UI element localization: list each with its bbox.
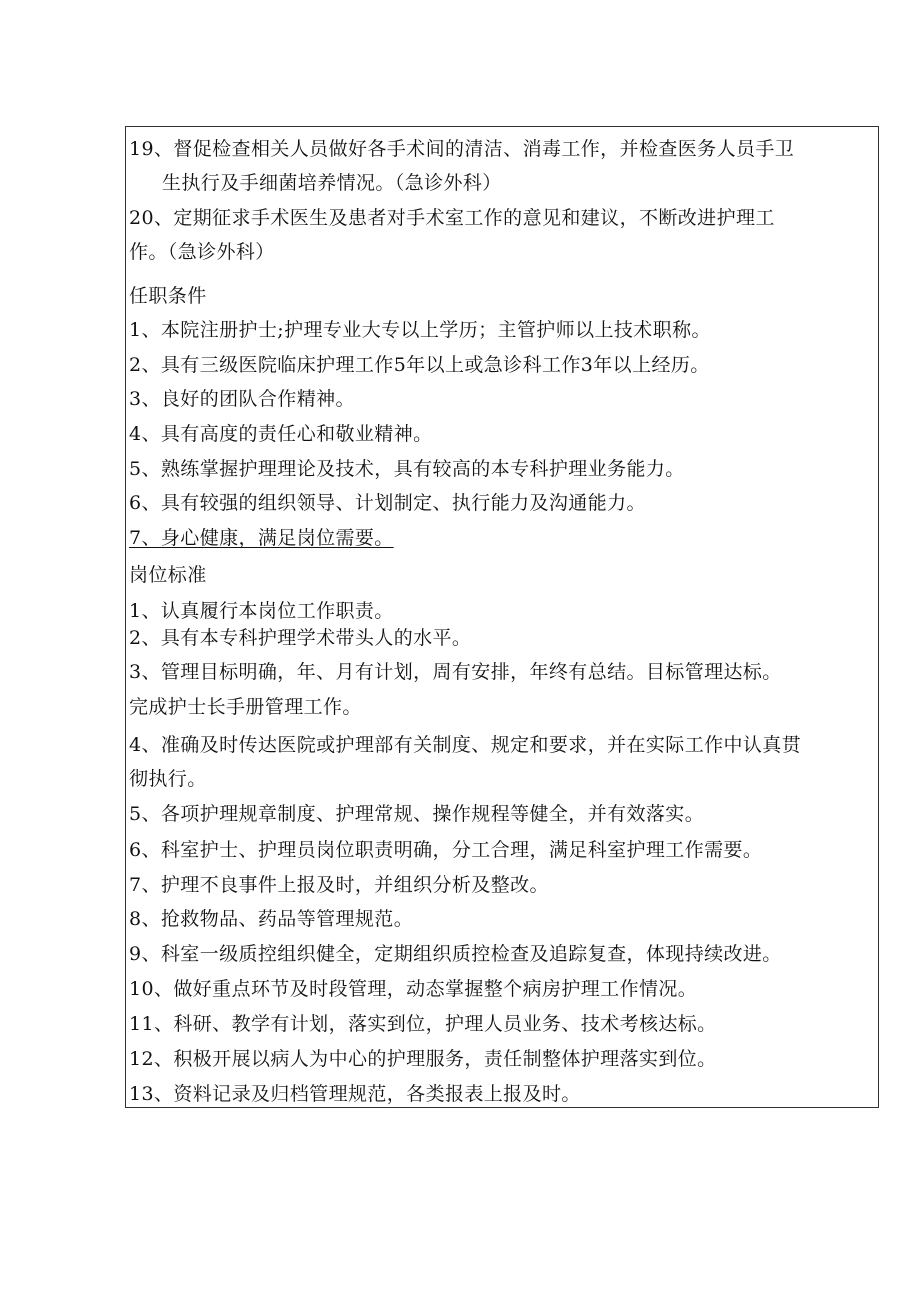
requirement-item: 1、本院注册护士;护理专业大专以上学历；主管护师以上技术职称。 bbox=[129, 319, 711, 341]
standard-item-13: 13、资料记录及归档管理规范，各类报表上报及时。 bbox=[129, 1083, 581, 1105]
requirement-item: 4、具有高度的责任心和敬业精神。 bbox=[129, 423, 433, 445]
duty-item-19-line-2: 生执行及手细菌培养情况。（急诊外科） bbox=[162, 172, 502, 194]
standard-item-5: 5、各项护理规章制度、护理常规、操作规程等健全，并有效落实。 bbox=[129, 803, 705, 825]
standard-item-11: 11、科研、教学有计划，落实到位，护理人员业务、技术考核达标。 bbox=[129, 1013, 717, 1035]
standard-item-10: 10、做好重点环节及时段管理，动态掌握整个病房护理工作情况。 bbox=[129, 978, 698, 1000]
requirement-item: 3、良好的团队合作精神。 bbox=[129, 388, 355, 410]
requirement-item-underlined: 7、身心健康，满足岗位需要。 bbox=[129, 527, 394, 549]
standard-item-2: 2、具有本专科护理学术带头人的水平。 bbox=[129, 627, 472, 649]
standard-item-8: 8、抢救物品、药品等管理规范。 bbox=[129, 908, 414, 930]
duty-item-19-line-1: 19、督促检查相关人员做好各手术间的清洁、消毒工作，并检查医务人员手卫 bbox=[129, 138, 795, 160]
standard-item-4-line-2: 彻执行。 bbox=[129, 768, 207, 790]
standard-item-9: 9、科室一级质控组织健全，定期组织质控检查及追踪复查，体现持续改进。 bbox=[129, 943, 782, 965]
standard-item-4-line-1: 4、准确及时传达医院或护理部有关制度、规定和要求，并在实际工作中认真贯 bbox=[129, 734, 802, 756]
standard-item-12: 12、积极开展以病人为中心的护理服务，责任制整体护理落实到位。 bbox=[129, 1048, 717, 1070]
requirement-item: 2、具有三级医院临床护理工作5年以上或急诊科工作3年以上经历。 bbox=[129, 354, 710, 376]
requirements-heading: 任职条件 bbox=[129, 285, 207, 307]
standard-item-6: 6、科室护士、护理员岗位职责明确，分工合理，满足科室护理工作需要。 bbox=[129, 839, 763, 861]
duty-item-20-line-2: 作。（急诊外科） bbox=[129, 241, 275, 263]
standard-item-3-line-2: 完成护士长手册管理工作。 bbox=[129, 696, 362, 718]
requirement-item: 6、具有较强的组织领导、计划制定、执行能力及沟通能力。 bbox=[129, 492, 646, 514]
duty-item-20-line-1: 20、定期征求手术医生及患者对手术室工作的意见和建议，不断改进护理工 bbox=[129, 207, 775, 229]
standard-item-7: 7、护理不良事件上报及时，并组织分析及整改。 bbox=[129, 874, 549, 896]
standards-heading: 岗位标准 bbox=[129, 564, 207, 586]
job-description-table-cell bbox=[125, 126, 879, 1108]
standard-item-1: 1、认真履行本岗位工作职责。 bbox=[129, 600, 394, 622]
standard-item-3-line-1: 3、管理目标明确，年、月有计划，周有安排，年终有总结。目标管理达标。 bbox=[129, 661, 782, 683]
requirement-item: 5、熟练掌握护理理论及技术，具有较高的本专科护理业务能力。 bbox=[129, 458, 685, 480]
